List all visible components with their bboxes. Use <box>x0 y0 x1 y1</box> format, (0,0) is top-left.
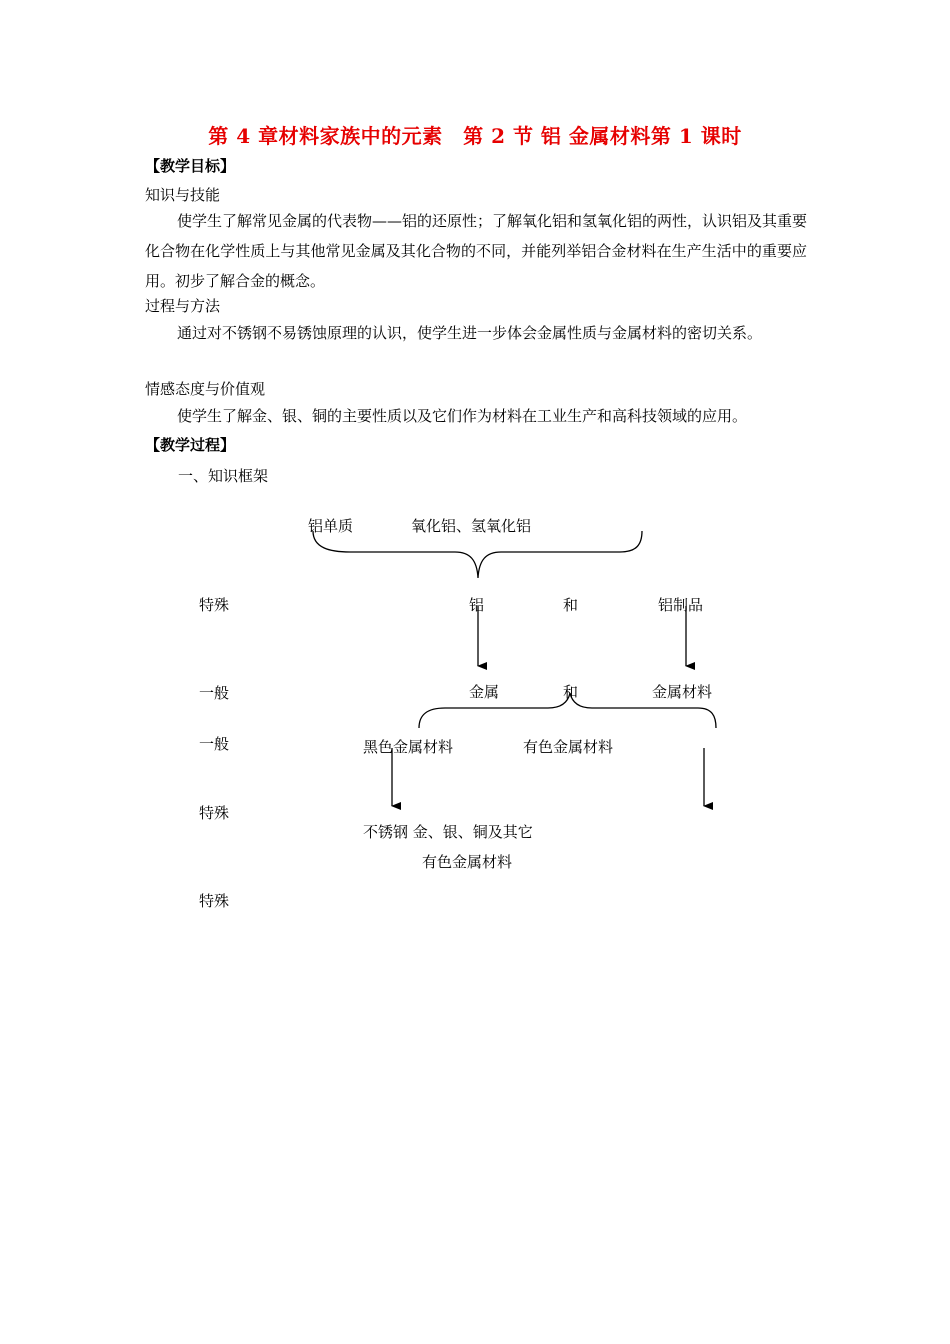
top-brace <box>313 531 642 578</box>
knowledge-heading: 知识与技能 <box>145 186 221 204</box>
node-and-1: 和 <box>563 596 579 614</box>
node-metal: 金属 <box>469 683 500 701</box>
node-alumina-hydroxide: 氧化铝、氢氧化铝 <box>411 517 532 535</box>
row-label-general-1: 一般 <box>199 684 230 702</box>
node-aluminum-element: 铝单质 <box>308 517 354 535</box>
node-aluminum: 铝 <box>469 596 485 614</box>
document-title: 第 4 章材料家族中的元素 第 2 节 铝 金属材料第 1 课时 <box>208 124 742 148</box>
node-nonferrous-materials: 有色金属材料 <box>523 738 614 756</box>
goals-heading: 【教学目标】 <box>145 157 236 175</box>
node-aluminum-products: 铝制品 <box>658 596 704 614</box>
node-other-nonferrous: 有色金属材料 <box>422 853 513 871</box>
process-section-heading: 【教学过程】 <box>145 436 236 454</box>
row-label-special-1: 特殊 <box>199 596 230 614</box>
process-heading: 过程与方法 <box>145 297 221 315</box>
row-label-general-2: 一般 <box>199 735 230 753</box>
emotion-paragraph: 使学生了解金、银、铜的主要性质以及它们作为材料在工业生产和高科技领域的应用。 <box>177 407 748 425</box>
process-paragraph: 通过对不锈钢不易锈蚀原理的认识，使学生进一步体会金属性质与金属材料的密切关系。 <box>177 324 763 342</box>
row-label-special-2: 特殊 <box>199 804 230 822</box>
framework-heading: 一、知识框架 <box>178 467 269 485</box>
node-metal-materials: 金属材料 <box>652 683 713 701</box>
emotion-heading: 情感态度与价值观 <box>145 380 266 398</box>
knowledge-paragraph: 使学生了解常见金属的代表物——铝的还原性；了解氧化铝和氢氧化铝的两性，认识铝及其重要化合物在化学性质上与其他常见金属及其化合物的不同，并能列举铝合金材料在生产生活中的重要应用。初步了解合金的概念。 <box>145 212 808 290</box>
node-stainless-gold-silver-copper: 不锈钢 金、银、铜及其它 <box>363 823 533 841</box>
node-and-2: 和 <box>563 683 579 701</box>
node-ferrous-materials: 黑色金属材料 <box>363 738 454 756</box>
row-label-special-3: 特殊 <box>199 892 230 910</box>
